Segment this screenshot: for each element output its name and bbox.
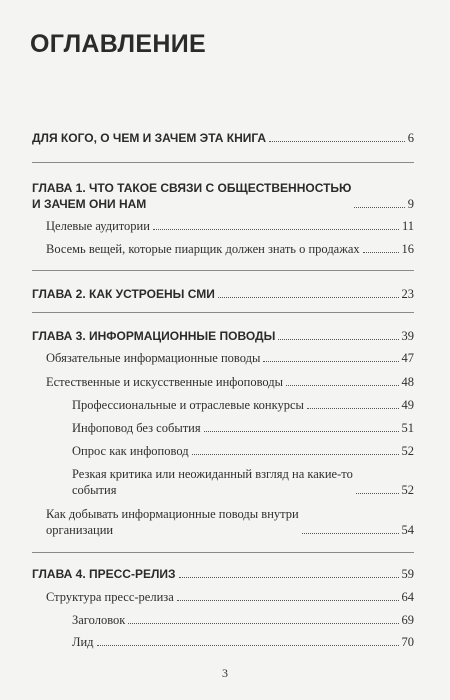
page-number: 3: [222, 666, 228, 680]
toc-entry-label: [72, 466, 353, 498]
toc-entry-natural-artificial[interactable]: [46, 374, 414, 390]
toc-entry-criticism[interactable]: [72, 466, 414, 498]
toc-page-number: 6: [407, 131, 414, 145]
toc-page-number: 23: [401, 287, 414, 301]
toc-entry-label: Опрос как инфоповод: [72, 444, 189, 458]
toc-entry-label: Заголовок: [72, 613, 126, 627]
toc-entry-label-line-1: Резкая критика или неожиданный взгляд на какие-то: [72, 467, 353, 481]
section-divider: [32, 270, 414, 271]
toc-leader-dots: [97, 645, 399, 646]
toc-page-number: 52: [401, 483, 414, 497]
toc-page-number: 48: [401, 375, 414, 389]
toc-entry-label: Естественные и искусственные инфоповоды: [46, 375, 284, 389]
toc-entry-chapter-4[interactable]: [32, 566, 414, 582]
page-title: ОГЛАВЛЕНИЕ: [30, 30, 206, 58]
toc-entry-release-structure[interactable]: [46, 589, 414, 605]
toc-leader-dots: [302, 533, 399, 534]
toc-entry-label: ГЛАВА 2. КАК УСТРОЕНЫ СМИ: [32, 287, 215, 301]
section-divider: [32, 162, 414, 163]
toc-entry-label: Лид: [72, 635, 94, 649]
toc-entry-no-event[interactable]: [72, 420, 414, 436]
toc-entry-label-line-2: организации: [46, 523, 114, 537]
toc-entry-label: [32, 180, 351, 212]
toc-leader-dots: [218, 297, 399, 298]
toc-entry-chapter-3[interactable]: [32, 328, 414, 344]
toc-page-number: 64: [401, 590, 414, 604]
toc-entry-survey[interactable]: [72, 443, 414, 459]
toc-page-number: 59: [401, 567, 414, 581]
toc-entry-label: Инфоповод без события: [72, 421, 201, 435]
toc-entry-intro[interactable]: [32, 130, 414, 146]
toc-entry-label-line-1: Как добывать информационные поводы внутри: [46, 507, 299, 521]
toc-page-number: 54: [401, 523, 414, 537]
toc-leader-dots: [179, 577, 399, 578]
toc-entry-label: Обязательные информационные поводы: [46, 351, 261, 365]
toc-leader-dots: [269, 141, 405, 142]
toc-leader-dots: [356, 493, 399, 494]
toc-entry-label: ГЛАВА 3. ИНФОРМАЦИОННЫЕ ПОВОДЫ: [32, 329, 276, 343]
toc-entry-inside-org[interactable]: [46, 506, 414, 538]
toc-entry-mandatory-news[interactable]: [46, 350, 414, 366]
toc-leader-dots: [278, 339, 398, 340]
toc-page-number: 69: [401, 613, 414, 627]
section-divider: [32, 552, 414, 553]
toc-page-number: 47: [401, 351, 414, 365]
toc-entry-headline[interactable]: [72, 612, 414, 628]
toc-entry-chapter-2[interactable]: [32, 286, 414, 302]
toc-leader-dots: [153, 229, 399, 230]
toc-leader-dots: [192, 454, 399, 455]
toc-leader-dots: [363, 252, 399, 253]
toc-entry-label: [46, 506, 299, 538]
toc-page-number: 51: [401, 421, 414, 435]
toc-page-number: 70: [401, 635, 414, 649]
toc-page-number: 9: [407, 197, 414, 211]
toc-entry-label-line-2: И ЗАЧЕМ ОНИ НАМ: [32, 197, 147, 211]
toc-leader-dots: [128, 623, 398, 624]
section-divider: [32, 312, 414, 313]
toc-page-number: 16: [401, 242, 414, 256]
toc-page-number: 39: [401, 329, 414, 343]
toc-entry-label: Целевые аудитории: [46, 219, 150, 233]
toc-entry-label: ДЛЯ КОГО, О ЧЕМ И ЗАЧЕМ ЭТА КНИГА: [32, 131, 267, 145]
toc-entry-eight-things[interactable]: [46, 241, 414, 257]
toc-page-number: 52: [401, 444, 414, 458]
toc-entry-label: ГЛАВА 4. ПРЕСС-РЕЛИЗ: [32, 567, 176, 581]
toc-leader-dots: [204, 431, 399, 432]
toc-entry-target-audiences[interactable]: [46, 218, 414, 234]
toc-entry-label-line-2: события: [72, 483, 117, 497]
toc-page-number: 11: [401, 219, 414, 233]
toc-leader-dots: [177, 600, 399, 601]
toc-entry-label-line-1: ГЛАВА 1. ЧТО ТАКОЕ СВЯЗИ С ОБЩЕСТВЕННОСТЬЮ: [32, 181, 352, 195]
toc-entry-chapter-1[interactable]: [32, 180, 414, 212]
toc-entry-lead[interactable]: [72, 634, 414, 650]
toc-page-number: 49: [401, 398, 414, 412]
toc-entry-label: Профессиональные и отраслевые конкурсы: [72, 398, 304, 412]
toc-entry-label: Восемь вещей, которые пиарщик должен знать о продажах: [46, 242, 360, 256]
toc-leader-dots: [263, 361, 398, 362]
toc-entry-label: Структура пресс-релиза: [46, 590, 174, 604]
toc-entry-contests[interactable]: [72, 397, 414, 413]
toc-leader-dots: [307, 408, 399, 409]
toc-leader-dots: [354, 207, 404, 208]
toc-leader-dots: [286, 385, 398, 386]
